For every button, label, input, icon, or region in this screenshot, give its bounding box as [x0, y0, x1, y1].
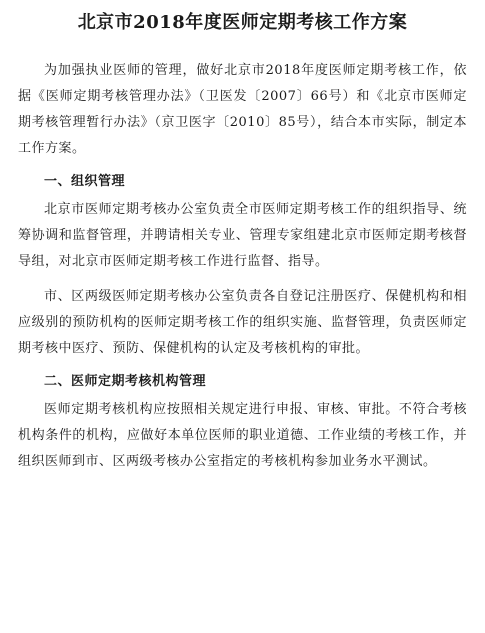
- document-title: 北京市2018年度医师定期考核工作方案: [77, 12, 408, 33]
- section-heading: 二、医师定期考核机构管理: [44, 374, 207, 389]
- section-institution-management: [18, 371, 467, 475]
- section-paragraph: 北京市医师定期考核办公室负责全市医师定期考核工作的组织指导、统筹协调和监督管理，并聘请相关专业、管理专家组建北京市医师定期考核督导组，对北京市医师定期考核工作进行监督、指导。: [18, 202, 467, 269]
- section-organization: [18, 171, 467, 362]
- section-heading: 一、组织管理: [44, 174, 126, 189]
- intro-paragraph: 为加强执业医师的管理，做好北京市2018年度医师定期考核工作，依据《医师定期考核管理办法》（卫医发〔2007〕66号）和《北京市医师定期考核管理暂行办法》（京卫医字〔2010〕85号），结合本市实际，制定本工作方案。: [18, 63, 467, 156]
- section-paragraph: 医师定期考核机构应按照相关规定进行申报、审核、审批。不符合考核机构条件的机构，应做好本单位医师的职业道德、工作业绩的考核工作，并组织医师到市、区两级考核办公室指定的考核机构参加业务水平测试。: [18, 402, 467, 469]
- section-paragraph: 市、区两级医师定期考核办公室负责各自登记注册医疗、保健机构和相应级别的预防机构的医师定期考核工作的组织实施、监督管理，负责医师定期考核中医疗、预防、保健机构的认定及考核机构的审批。: [18, 289, 467, 356]
